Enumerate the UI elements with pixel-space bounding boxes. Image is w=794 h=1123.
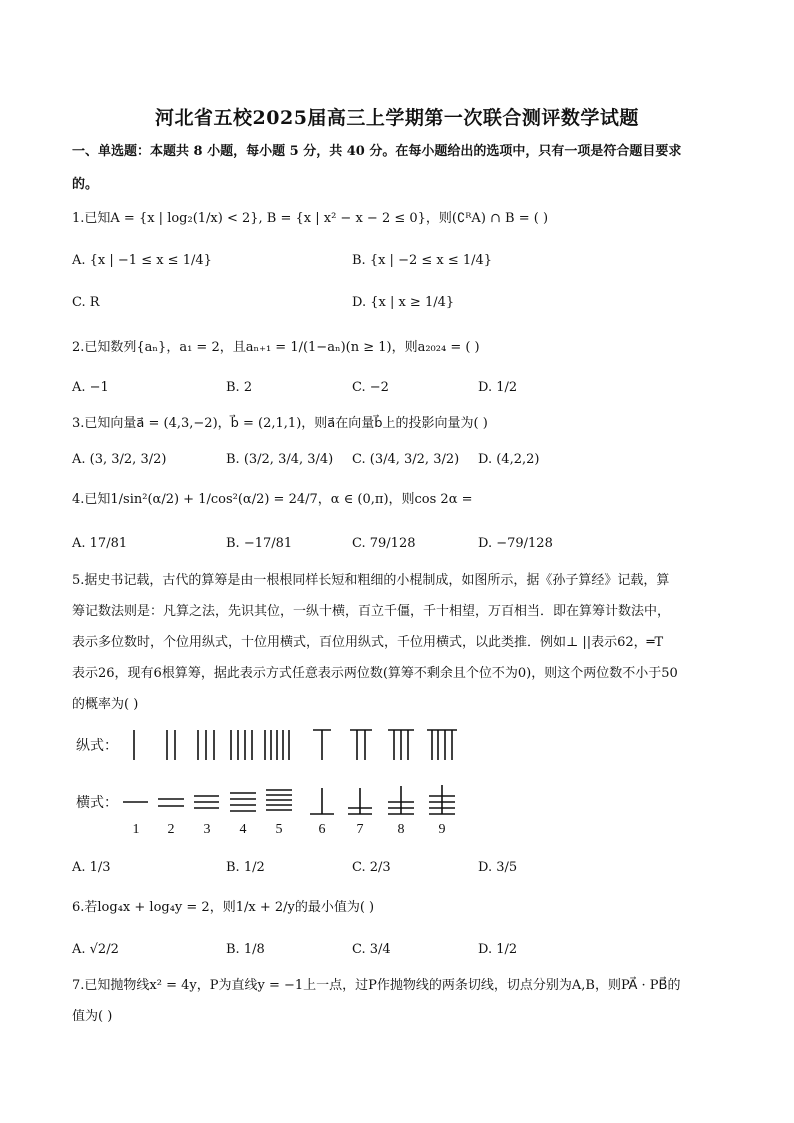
q3-option-d: D. (4,2,2) <box>478 452 540 467</box>
q3-option-b: B. (3/2, 3/4, 3/4) <box>226 452 334 467</box>
heng-4 <box>230 793 256 811</box>
q3-option-a: A. (3, 3/2, 3/2) <box>72 452 167 467</box>
q2-stem: 2.已知数列{aₙ}，a₁ = 2，且aₙ₊₁ = 1/(1−aₙ)(n ≥ 1)，则a₂₀₂₄ = ( ) <box>72 340 480 355</box>
section-header: 一、单选题：本题共 8 小题，每小题 5 分，共 40 分。在每小题给出的选项中，只有一项是符合题目要求 <box>72 144 682 159</box>
heng-3 <box>194 796 219 808</box>
q4-option-d: D. −79/128 <box>478 536 553 551</box>
q2-option-b: B. 2 <box>226 380 253 395</box>
q2-option-a: A. −1 <box>72 380 109 395</box>
zong-9 <box>427 730 457 760</box>
zong-4 <box>231 730 252 760</box>
q4-option-a: A. 17/81 <box>72 536 128 551</box>
q7-line2: 值为( ) <box>72 1009 113 1024</box>
heng-5 <box>266 790 292 810</box>
digit-label-4: 4 <box>239 822 247 837</box>
q5-line2: 筹记数法则是：凡算之法，先识其位，一纵十横，百立千僵，千十相望，万百相当．即在算筹计数法中， <box>72 604 671 619</box>
q4-option-c: C. 79/128 <box>352 536 416 551</box>
heng-9 <box>429 785 455 814</box>
digit-label-5: 5 <box>275 822 283 837</box>
q6-stem: 6.若log₄x + log₄y = 2，则1/x + 2/y的最小值为( ) <box>72 900 375 915</box>
digit-label-1: 1 <box>132 822 140 837</box>
zong-8 <box>388 730 414 760</box>
q1-option-c: C. R <box>72 295 100 310</box>
q5-line4: 表示26，现有6根算筹，据此表示方式任意表示两位数(算筹不剩余且个位不为0)，则这个两位数不小于50 <box>72 666 678 681</box>
zong-2 <box>167 730 175 760</box>
q1-option-a: A. {x | −1 ≤ x ≤ 1/4} <box>72 253 212 268</box>
q6-option-a: A. √2/2 <box>72 942 119 957</box>
q5-line3: 表示多位数时，个位用纵式，十位用横式，百位用纵式，千位用横式，以此类推．例如⊥ ||表示62，═T <box>72 635 664 650</box>
heng-2 <box>158 799 184 806</box>
heng-8 <box>388 786 414 814</box>
q2-option-c: C. −2 <box>352 380 389 395</box>
q5-option-d: D. 3/5 <box>478 860 518 875</box>
section-header-cont: 的。 <box>72 177 99 192</box>
q4-option-b: B. −17/81 <box>226 536 293 551</box>
q5-option-c: C. 2/3 <box>352 860 391 875</box>
digit-label-6: 6 <box>318 822 326 837</box>
counting-rods-figure <box>120 722 480 838</box>
q5-line1: 5.据史书记载，古代的算筹是由一根根同样长短和粗细的小棍制成，如图所示，据《孙子算经》记载，算 <box>72 573 670 588</box>
q1-stem: 1.已知A = {x | log₂(1/x) < 2}, B = {x | x² − x − 2 ≤ 0}，则(∁ᴿA) ∩ B = ( ) <box>72 211 549 226</box>
q5-line5: 的概率为( ) <box>72 697 139 712</box>
page-title: 河北省五校2025届高三上学期第一次联合测评数学试题 <box>155 107 639 129</box>
q6-option-d: D. 1/2 <box>478 942 518 957</box>
q6-option-c: C. 3/4 <box>352 942 391 957</box>
q4-stem: 4.已知1/sin²(α/2) + 1/cos²(α/2) = 24/7，α ∈ (0,π)，则cos 2α = <box>72 492 473 507</box>
q5-option-a: A. 1/3 <box>72 860 111 875</box>
q2-option-d: D. 1/2 <box>478 380 518 395</box>
q3-stem: 3.已知向量a⃗ = (4,3,−2)，b⃗ = (2,1,1)，则a⃗在向量b⃗上的投影向量为( ) <box>72 416 488 431</box>
digit-label-3: 3 <box>203 822 211 837</box>
zong-label: 纵式： <box>76 738 118 754</box>
q1-option-d: D. {x | x ≥ 1/4} <box>352 295 455 310</box>
digit-label-7: 7 <box>356 822 364 837</box>
zong-7 <box>350 730 372 760</box>
digit-label-2: 2 <box>167 822 175 837</box>
digit-label-9: 9 <box>438 822 446 837</box>
heng-7 <box>348 788 372 814</box>
q6-option-b: B. 1/8 <box>226 942 265 957</box>
zong-6 <box>313 730 331 760</box>
zong-5 <box>265 730 289 760</box>
heng-6 <box>310 788 334 814</box>
zong-3 <box>198 730 214 760</box>
heng-label: 横式： <box>76 795 118 811</box>
digit-label-8: 8 <box>397 822 405 837</box>
q7-line1: 7.已知抛物线x² = 4y，P为直线y = −1上一点，过P作抛物线的两条切线，切点分别为A,B，则PA⃗ · PB⃗的 <box>72 978 681 993</box>
q1-option-b: B. {x | −2 ≤ x ≤ 1/4} <box>352 253 493 268</box>
q5-option-b: B. 1/2 <box>226 860 265 875</box>
q3-option-c: C. (3/4, 3/2, 3/2) <box>352 452 460 467</box>
